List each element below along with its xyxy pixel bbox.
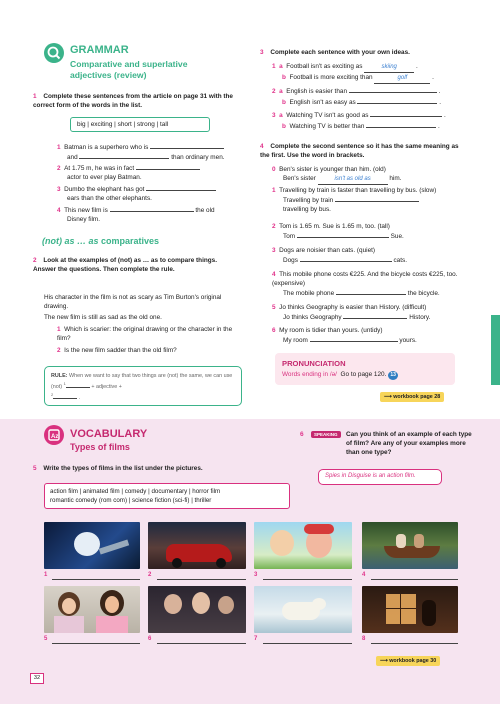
photo-space-documentary — [44, 522, 140, 569]
answer-line-4[interactable] — [371, 579, 458, 580]
ex4-item-3: 3 Dogs are noisier than cats. (quiet) Dogs cats. — [272, 247, 407, 264]
exercise-1-instruction: 1 Complete these sentences from the article on page 31 with the correct form of the words in the list. — [33, 93, 233, 109]
pronunciation-title: PRONUNCIATION — [282, 359, 346, 368]
answer-line-1[interactable] — [52, 579, 140, 580]
arrow-icon: ⟶ — [380, 658, 388, 664]
answer-line-2[interactable] — [157, 579, 246, 580]
photo-label-2: 2 — [148, 572, 152, 578]
photo-label-5: 5 — [44, 636, 48, 642]
ex1-item-3: 3 Dumbo the elephant has got ears than the other elephants. — [57, 184, 242, 203]
exercise-6-text: Can you think of an example of each type of film? Are any of your examples more than one type? — [346, 431, 472, 456]
exercise-3-instruction: 3 Complete each sentence with your own ideas. — [260, 49, 410, 56]
answer-line-6[interactable] — [157, 643, 246, 644]
exercise-5-instruction: 5 Write the types of films in the list under the pictures. — [33, 465, 203, 472]
pronunciation-text: Words ending in /ə/ Go to page 120. 13 — [282, 370, 398, 380]
photo-label-3: 3 — [254, 572, 258, 578]
photo-documentary-bear — [254, 586, 352, 633]
grammar-subtitle: Comparative and superlative adjectives (review) — [70, 59, 188, 80]
ex2-example-1: His character in the film is not as scary as Tim Burton's original drawing. — [44, 294, 222, 310]
vocabulary-title: VOCABULARY — [70, 428, 148, 440]
photo-thriller — [362, 586, 458, 633]
vocabulary-subtitle: Types of films — [70, 442, 130, 452]
ex4-item-2: 2 Tom is 1.65 m. Sue is 1.65 m, too. (tall) Tom Sue. — [272, 223, 404, 240]
word-list-box: big | exciting | short | strong | tall — [70, 117, 210, 132]
side-tab — [491, 315, 500, 385]
ex3-item-1a: 1 a Football isn't as exciting as skiing . — [272, 62, 472, 73]
pronunciation-box — [275, 353, 455, 385]
answer-line-3[interactable] — [263, 579, 352, 580]
exercise-6-number: 6 — [300, 431, 304, 438]
ex3-item-3b: b Watching TV is better than . — [282, 123, 440, 130]
ex2-example-2: The new film is still as sad as the old one. — [44, 314, 162, 321]
speaking-badge: SPEAKING — [311, 431, 341, 438]
ex4-item-6: 6 My room is tidier than yours. (untidy) My room yours. — [272, 327, 417, 344]
ex1-item-1: 1 Batman is a superhero who is and than ordinary men. — [57, 144, 225, 161]
ex2-question-1: 1 Which is scarier: the original drawing or the character in the film? — [57, 326, 233, 342]
page-number: 32 — [30, 673, 44, 684]
ex3-item-3a: 3 a Watching TV isn't as good as . — [272, 112, 446, 119]
photo-label-4: 4 — [362, 572, 366, 578]
workbook-page-link-2[interactable]: ⟶ workbook page 30 — [376, 656, 440, 666]
ex3-item-1b: b Football is more exciting than golf . — [272, 73, 472, 84]
ex3-item-2a: 2 a English is easier than . — [272, 88, 441, 95]
photo-label-7: 7 — [254, 636, 258, 642]
answer-line-7[interactable] — [263, 643, 352, 644]
speech-bubble: Spies in Disguise is an action film. — [318, 469, 442, 485]
arrow-icon: ⟶ — [384, 394, 392, 400]
as-as-title: (not) as … as comparatives — [42, 236, 160, 246]
answer-line-8[interactable] — [371, 643, 458, 644]
photo-label-8: 8 — [362, 636, 366, 642]
ex4-item-4: 4 This mobile phone costs €225. And the bicycle costs €225, too. (expensive) The mobile phone the bicycle. — [272, 271, 458, 297]
answer-line-5[interactable] — [52, 643, 140, 644]
exercise-4-instruction: 4 Complete the second sentence so it has the same meaning as the first. Use the word in brackets. — [260, 143, 459, 159]
audio-track-badge[interactable]: 13 — [388, 371, 398, 380]
vocabulary-icon — [44, 425, 64, 445]
photo-comedy-girls — [44, 586, 140, 633]
workbook-page-link-1[interactable]: ⟶ workbook page 28 — [380, 392, 444, 402]
ex4-item-0: 0 Ben's sister is younger than him. (old) Ben's sister isn't as old as him. — [272, 165, 467, 185]
rule-box: RULE: When we want to say that two things are (not) the same, we can use (not) $^1$ + adjective + $^2$ . — [44, 366, 242, 406]
svg-text:Az: Az — [51, 434, 59, 440]
ex4-item-5: 5 Jo thinks Geography is easier than History. (difficult) Jo thinks Geography History. — [272, 304, 431, 321]
photo-romantic-comedy — [362, 522, 458, 569]
ex1-item-4: 4 This new film is the old Disney film. — [57, 207, 215, 223]
ex1-item-2: 2 At 1.75 m, he was in fact actor to ever play Batman. — [57, 163, 242, 182]
ex2-question-2: 2 Is the new film sadder than the old film? — [57, 347, 177, 354]
photo-car-action — [148, 522, 246, 569]
exercise-2-instruction: 2 Look at the examples of (not) as … as to compare things. Answer the questions. Then complete the rule. — [33, 257, 217, 273]
film-types-box: action film | animated film | comedy | documentary | horror film romantic comedy (rom com) | science fiction (sci-fi) | thriller — [44, 483, 290, 509]
photo-label-1: 1 — [44, 572, 48, 578]
grammar-title: GRAMMAR — [70, 44, 129, 56]
ex4-item-1: 1 Travelling by train is faster than travelling by bus. (slow) Travelling by train travelling by bus. — [272, 187, 437, 213]
ex3-item-2b: b English isn't as easy as . — [282, 99, 442, 106]
photo-label-6: 6 — [148, 636, 152, 642]
photo-animated-film — [254, 522, 352, 569]
grammar-icon — [44, 43, 64, 63]
photo-horror-film — [148, 586, 246, 633]
